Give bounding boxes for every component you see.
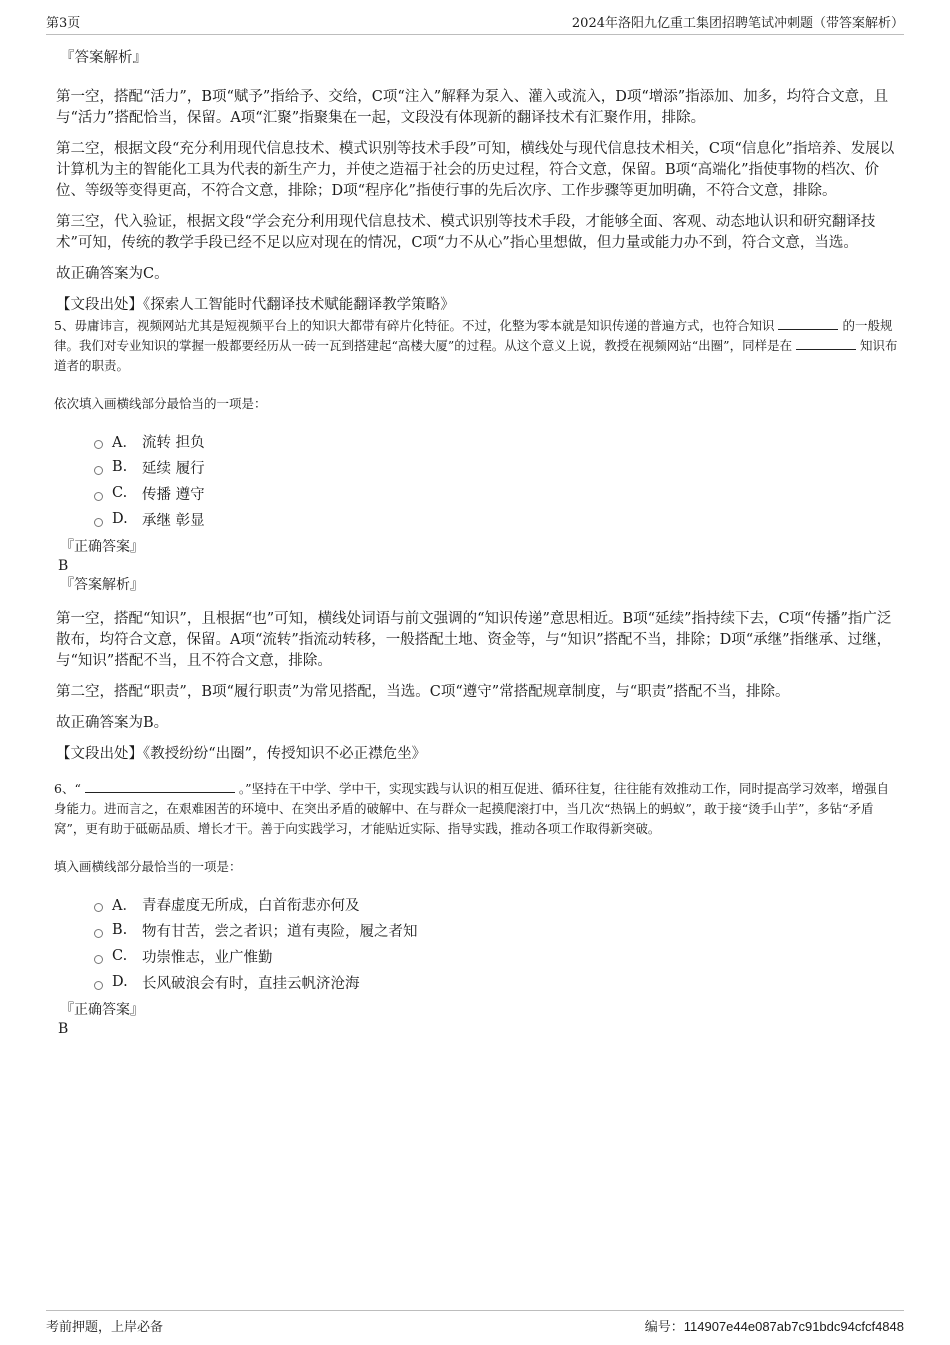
q4-analysis-paragraph-1: 第一空，搭配“活力”，B项“赋予”指给予、交给，C项“注入”解释为泵入、灌入或流入，D项“增添”指添加、加多，均符合文意，且与“活力”搭配恰当，保留。A项“汇聚”指聚集在一起，文段没有体现新的翻译技术有汇聚作用，排除。 [56,89,889,126]
q5-option-d[interactable] [94,506,900,532]
option-letter: C. [112,485,128,501]
radio-button-icon[interactable] [94,955,103,964]
q5-option-a[interactable] [94,428,900,454]
option-letter: D. [112,974,128,990]
q6-blank [85,780,235,793]
q5-stem-part-1: 5、毋庸讳言，视频网站尤其是短视频平台上的知识大都带有碎片化特征。不过，化整为零本就是知识传递的普遍方式，也符合知识 [54,318,775,333]
radio-button-icon[interactable] [94,440,103,449]
q5-conclusion: 故正确答案为B。 [56,715,169,731]
q4-analysis-paragraph-2: 第二空，根据文段“充分利用现代信息技术、模式识别等技术手段”可知，横线处与现代信息技术相关，C项“信息化”指培养、发展以计算机为主的智能化工具为代表的新生产力，并使之造福于社会的历史过程，符合文意，保留。B项“高端化”指使事物的档次、价位、等级等变得更高，不符合文意，排除；D项“程序化”指使行事的先后次序、工作步骤等更加明确，不符合文意，排除。 [56,141,895,199]
q6-option-d[interactable] [94,969,900,995]
option-text: 功崇惟志，业广惟勤 [142,949,273,966]
option-letter: D. [112,511,128,527]
q5-correct-answer: B [58,558,69,574]
q4-analysis-paragraph-3: 第三空，代入验证，根据文段“学会充分利用现代信息技术、模式识别等技术手段，才能够全面、客观、动态地认识和研究翻译技术”可知，传统的教学手段已经不足以应对现在的情况，C项“力不从心”指心里想做，但力量或能力办不到，符合文意，当选。 [56,214,876,251]
q4-analysis-label: 『答案解析』 [60,50,147,66]
option-letter: A． [112,434,137,451]
document-id: 编号：114907e44e087ab7c91bdc94cfcf4848 [644,1319,904,1334]
q6-options [56,891,900,995]
option-letter: A． [112,897,137,914]
q4-source: 【文段出处】《探索人工智能时代翻译技术赋能翻译教学策略》 [56,297,455,313]
q5-prompt: 依次填入画横线部分最恰当的一项是： [54,396,267,411]
radio-button-icon[interactable] [94,466,103,475]
q5-option-c[interactable] [94,480,900,506]
q6-option-b[interactable] [94,917,900,943]
q5-correct-label: 『正确答案』 [60,539,144,555]
footer-slogan: 考前押题，上岸必备 [46,1320,164,1335]
q6-stem-part-2: 。”坚持在干中学、学中干，实现实践与认识的相互促进、循环往复，往往能有效推动工作，同时提高学习效率，增强自身能力。进而言之，在艰难困苦的环境中、在突出矛盾的破解中、在与群众一起摸爬滚打中，当几次“热锅上的蚂蚁”，敢于接“烫手山芋”，多钻“矛盾窝”，更有助于砥砺品质、增长才干。善于向实践学习，才能贴近实际、指导实践，推动各项工作取得新突破。 [54,781,889,836]
page-number: 第3页 [46,16,81,31]
q6-correct-answer: B [58,1021,69,1037]
q5-analysis-paragraph-2: 第二空，搭配“职责”，B项“履行职责”为常见搭配，当选。C项“遵守”常搭配规章制度，与“职责”搭配不当，排除。 [56,684,790,700]
q5-stem [54,316,900,376]
option-letter: B. [112,459,128,475]
q5-analysis-paragraph-1: 第一空，搭配“知识”，且根据“也”可知，横线处词语与前文强调的“知识传递”意思相近。B项“延续”指持续下去，C项“传播”指广泛散布，均符合文意，保留。A项“流转”指流动转移，一般搭配土地、资金等，与“知识”搭配不当，排除；D项“承继”指继承、过继，与“知识”搭配不当，且不符合文意，排除。 [56,611,892,669]
q6-option-a[interactable] [94,891,900,917]
radio-button-icon[interactable] [94,981,103,990]
page-content [56,42,900,1039]
option-text: 承继 彰显 [142,512,205,529]
q5-stem-part-2: 的一般规律。我们对专业知识的掌握一般都要经历从一砖一瓦到搭建起“高楼大厦”的过程。从这个意义上说，教授在视频网站“出圈”，同样是在 [54,318,893,353]
q6-correct-label: 『正确答案』 [60,1002,144,1018]
q5-blank-1 [778,317,838,330]
option-letter: B. [112,922,128,938]
q4-conclusion: 故正确答案为C。 [56,266,169,282]
option-text: 延续 履行 [142,460,205,477]
q5-analysis-label: 『答案解析』 [60,577,144,593]
q5-blank-2 [796,337,856,350]
page-header [46,12,904,35]
option-text: 物有甘苦，尝之者识；道有夷险，履之者知 [142,923,418,940]
page-footer [46,1310,904,1335]
q6-prompt: 填入画横线部分最恰当的一项是： [54,859,242,874]
q5-stem-part-3: 知识布道者的职责。 [54,338,898,373]
q5-options [56,428,900,532]
radio-button-icon[interactable] [94,518,103,527]
document-title: 2024年洛阳九亿重工集团招聘笔试冲刺题（带答案解析） [571,16,904,31]
radio-button-icon[interactable] [94,492,103,501]
option-letter: C. [112,948,128,964]
option-text: 长风破浪会有时，直挂云帆济沧海 [142,975,360,992]
option-text: 青春虚度无所成，白首衔悲亦何及 [142,897,360,914]
q5-option-b[interactable] [94,454,900,480]
option-text: 流转 担负 [142,434,205,451]
q6-stem-part-1: 6、“ [54,781,81,796]
q6-option-c[interactable] [94,943,900,969]
radio-button-icon[interactable] [94,903,103,912]
q5-source: 【文段出处】《教授纷纷“出圈”，传授知识不必正襟危坐》 [56,746,427,762]
q6-stem [54,779,900,839]
radio-button-icon[interactable] [94,929,103,938]
option-text: 传播 遵守 [142,486,205,503]
